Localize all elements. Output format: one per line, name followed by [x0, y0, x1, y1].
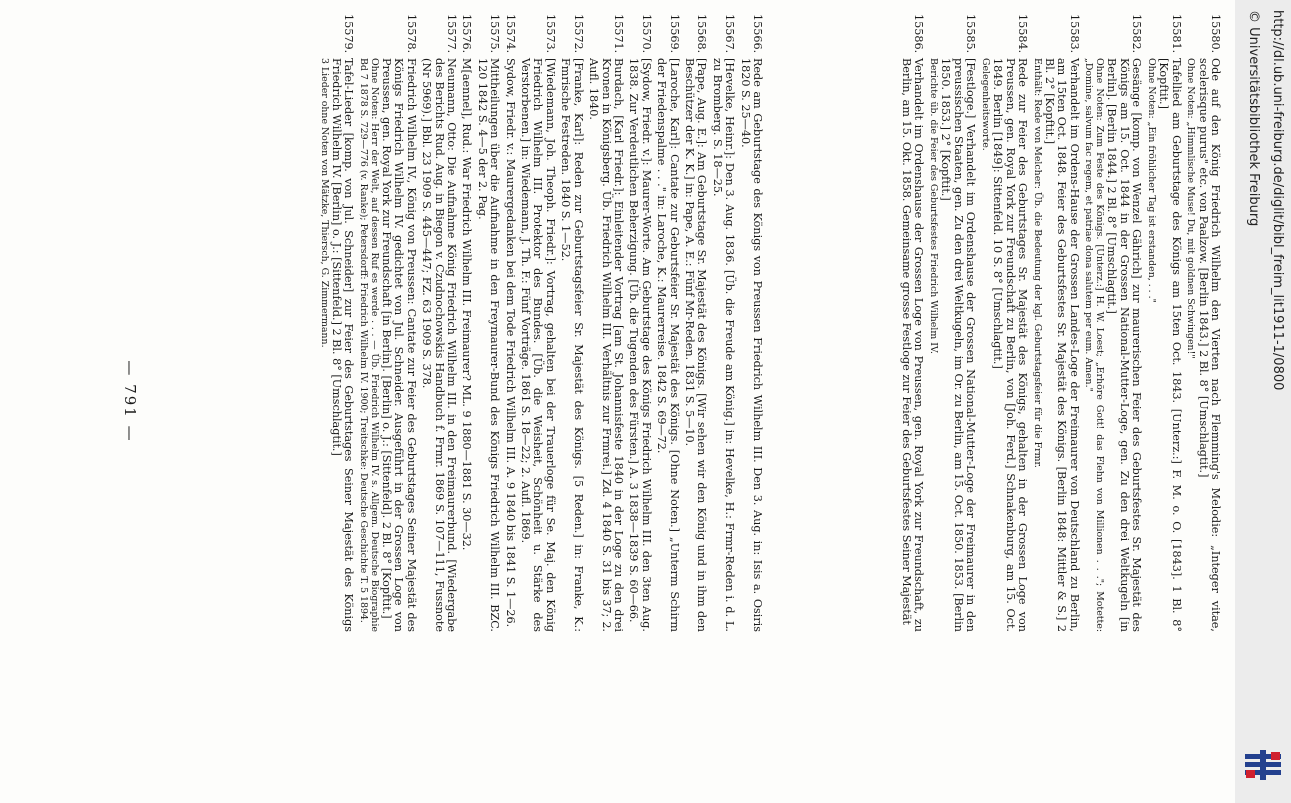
entry-text: [Laroche, Karl]: Cantate zur Geburtsfeier Sr. Majestät des Königs. [Ohne Noten.] „Unterm Schirm der Friedenspalme . . ." in: Laroche, K.: Maurerreise. 1842 S. 69—72. [655, 58, 681, 632]
entry-number: 15576. [460, 14, 474, 54]
entry-text: Rede am Geburtstage des Königs von Preussen Friedrich Wilhelm III. Den 3. Aug. in: Isis a. Osiris 1820 S. 25—40. [738, 58, 764, 632]
entry-text: M[aennel], Rud.: War Friedrich Wilhelm III. Freimaurer? ML. 9 1880—1881 S. 30—32. [460, 58, 474, 551]
entry-number: 15571. [611, 14, 625, 54]
entry-text: Burdach, [Karl Friedr.]: Einleitender Vortrag [am St. Johannisfeste 1840 in der Loge zu den drei Kronen in Königsberg. Üb. Friedrich Wilhelm III. Verhältnis zur Frmrei.] Zd. 4 1840 S. 31 bis 37; 2. Aufl. 1840. [587, 58, 625, 632]
bibliography-entry [559, 14, 584, 632]
entry-number: 15567. [723, 14, 737, 54]
entry-text: Verhandelt im Ordenshause der Grossen Loge von Preussen, gen. Royal York zur Freundschaft, zu Berlin, am 15. Okt. 1858. Gemeinsame grosse Festloge zur Feier des Geburtsfestes Seiner Majestät [899, 58, 926, 632]
sidebar-text [1235, 0, 1291, 803]
entry-number: 15575. [488, 14, 502, 54]
bibliography-entry [927, 14, 976, 632]
entry-note: Ohne Noten: Herr der Welt, auf dessen Ruf es werde . . . — Üb. Friedrich Wilhelm IV. s. Allgem. Deutsche Biographie Bd 7 1878 S. 729—776 (v. Ranke); Petersdorff: Friedrich Wilhelm IV. 1900; Treitschke: Deutsche Geschichte T. 5 1894. [358, 58, 380, 632]
page-header: — 791 — [121, 360, 139, 443]
sidebar-copyright: © Universitätsbibliothek Freiburg [1246, 10, 1261, 227]
bibliography-entry [1145, 14, 1181, 632]
sidebar-url-link[interactable]: http://dl.ub.uni-freiburg.de/diglit/bibl_freim_lit1911-1/0800 [1270, 10, 1285, 391]
bibliography-entry [900, 14, 925, 632]
entry-note: Enthält: Rede von Melcher: Üb. die Bedeutung der kgl. Geburtstagsfeier für die Frmr. [1031, 58, 1043, 468]
entry-text: [Hevelke, Heinr.]: Den 3. Aug. 1836. [Üb. die Freude am König.] in: Hevelke, H.: Frmr-Reden i. d. L. zu Bromberg. S. 18—25. [710, 58, 737, 632]
entry-number: 15568. [695, 14, 709, 54]
entry-number: 15570. [639, 14, 653, 54]
entry-number: 15584. [1015, 14, 1029, 54]
entry-number: 15572. [571, 14, 585, 54]
bibliography-entry [475, 14, 500, 632]
entry-number: 15586. [912, 14, 926, 54]
entry-note: Ohne Noten: „Ein fröhlicher Tag ist erstanden, . . ." [1145, 58, 1157, 303]
entry-text: Friedrich Wilhelm IV., König von Preussen: Cantate zur Feier des Geburtstages Seiner Majestät des Königs Friedrich Wilhelm IV. gedichtet von Jul. Schneider. Ausgeführt in der Grossen Loge von Preussen, gen. Royal York zur Freundschaft [in Berlin]. [Berlin] o. J.: [Sittenfeld]. 2 Bl. 8° [Kopftit.] [380, 58, 418, 632]
entry-number: 15578. [404, 14, 418, 54]
entry-note: 3 Lieder ohne Noten von Mätzke, Thiersch, G. Zimmermann. [318, 58, 330, 348]
bibliography-entry [655, 14, 680, 632]
entry-number: 15569. [667, 14, 681, 54]
entry-text: [Wiedemann, Joh. Theoph. Friedr.]: Vortrag, gehalten bei der Trauerloge für Se. Maj. den König Friedrich Wilhelm III. Protektor des Bundes. [Üb. die Weisheit, Schönheit u. Stärke des Verstorbenen.] in: Wiedemann, J. Th. F.: Fünf Vorträge. 1861 S. 18—22; 2. Aufl. 1869. [519, 58, 557, 632]
bibliography-entry [683, 14, 708, 632]
library-sidebar [1235, 0, 1291, 803]
entry-number: 15580. [1209, 14, 1222, 54]
entry-text: Ode auf den König Friedrich Wilhelm den Vierten nach Flemming's Melodie: „Integer vitae, scelerisque purus" etc. von Paalzow. [Berlin 1843.] 2 Bl. 8° [Umschlagtit.] [1196, 58, 1222, 632]
entry-text: Verhandelt im Ordens-Hause der Grossen Landes-Loge der Freimaurer von Deutschland zu Berlin, am 15ten Oct. 1848. Feier des Geburtsfestes Sr. Majestät des Königs. [Berlin 1848: Mittler & S.] 2 Bl. 2° [Kopftit.] [1042, 58, 1081, 632]
entry-number: 15577. [445, 14, 459, 54]
entry-text: Tafellied am Geburtstage des Königs am 15ten Oct. 1843. [Unterz.:] F. M. o. O. [1843]. 1 Bl. 8° [Kopftit.] [1157, 58, 1183, 632]
bibliography-entry [710, 14, 735, 632]
entry-text: Rede zur Feier des Geburtstages Sr. Majestät des Königs, gehalten in der Grossen Loge von Preussen, gen. Royal York zur Freundschaft zu Berlin, von [Joh. Ferd.] Schnakenburg, am 15. Oct. 1849. Berlin [1849]: Sittenfeld. 10 S. 8° [Umschlagtit.] [991, 58, 1029, 632]
bibliography-entry [1031, 14, 1080, 632]
bibliography-entry [503, 14, 515, 632]
entry-text: [Festloge.] Verhandelt im Ordenshause der Grossen National-Mutter-Loge der Freimaurer in den preussischen Staaten, gen. Zu den drei Weltkugeln, im Or. zu Berlin, am 15. Oct. 1850. 1853. [Berlin 1850. 1853.] 2° [Kopftit.] [939, 58, 978, 632]
entry-text: [Sydow, Friedr. v.]: Maurer-Worte. Am Geburtstage des Königs Friedrich Wilhelm III. den 3ten Aug. 1838. Zur Verdeutlichen Beherzigung. [Üb. die Tugenden des Fürsten.] A. 3 1838—1839 S. 60—66. [627, 58, 653, 632]
entry-text: Tafel-Lieder [komp. von Jul. Schneider] zur Feier des Geburtstages Seiner Majestät des Königs Friedrich Wilhelm IV. [Berlin] o. J.: [Sittenfeld.] 2 Bl. 8° [Umschlagtit.] [330, 58, 356, 632]
entry-number: 15566. [751, 14, 764, 54]
entry-text: Neumann, Otto: Die Aufnahme König Friedrich Wilhelm III. in den Freimaurerbund. [Wiedergabe des Berichts Rud. Aug. in Biegon v. Czudnochowskis Handbuch f. Frmr. 1869 S. 107—111, Fussnote (Nr 5969).] Bbl. 23 1909 S. 445—447; FZ. 63 1909 S. 378. [420, 58, 459, 632]
entry-number: 15585. [964, 14, 978, 54]
entry-note: Ohne Noten: „Himmlische Muse! Du, mit goldnen Schwingen!" [1185, 58, 1197, 359]
entry-text: [Franke, Karl]: Reden zur Geburtstagsfeier Sr. Majestät des Königs. [5 Reden.] in: Franke, K.: Fmrische Festreden. 1840 S. 1—52. [559, 58, 585, 632]
entry-number: 15582. [1130, 14, 1144, 54]
entry-number: 15574. [503, 14, 517, 54]
ub-freiburg-logo-icon [1243, 748, 1283, 782]
entry-note: Gelegenheitsworte. [979, 58, 991, 151]
bibliography-entry [1185, 14, 1221, 632]
entry-number: 15579. [342, 14, 356, 54]
bibliography-entry [627, 14, 652, 632]
entry-note: Berichte üb. die Feier des Geburtsfestes Friedrich Wilhelm IV. [927, 58, 939, 355]
bibliography-entry [519, 14, 556, 632]
entry-number: 15581. [1169, 14, 1183, 54]
entry-number: 15583. [1067, 14, 1081, 54]
bibliography-entry [1083, 14, 1142, 632]
bibliography-entry [318, 14, 354, 632]
entry-text: Sydow, Friedr. v.: Maurergedanken bei dem Tode Friedrich Wilhelm III. A. 9 1840 bis 1841 S. 1—26. [503, 58, 517, 628]
entry-text: [Pape, Aug. E.]: Am Geburtstage Sr. Majestät des Königs. [Wir sehen wir den König und in ihm den Beschützer der K. K.] in: Pape, A. E.: Fünf Mr-Reden. 1831 S. 5—10. [682, 58, 709, 632]
column-left [315, 14, 763, 632]
bibliography-entry [979, 14, 1028, 632]
bibliography-entry [420, 14, 457, 632]
bibliography-entry [460, 14, 472, 632]
entry-text: Mittheilungen über die Aufnahme in den Freymaurer-Bund des Königs Friedrich Wilhelm III. BZC. 120 1842 S. 4—5 der 2. Pag. [475, 58, 502, 632]
column-right [897, 14, 1221, 632]
bibliography-entry [587, 14, 624, 632]
entry-note: Ohne Noten: Zum Feste des Königs. [Unterz.:] H. W. Loest; „Erhöre Gott! das Flehn von Millionen . . ."; Motette: „Domine, salvum fac regem, et patriae dona salutem per eum. Amen." [1083, 58, 1105, 632]
entry-text: Gesänge [komp. von Wenzel Gährich] zur maurerischen Feier des Geburtsfestes Sr. Majestät des Königs am 15. Oct. 1844 in der Grossen National-Mutter-Loge, gen. Zu den drei Weltkugeln [in Berlin]. [Berlin 1844.] 2 Bl. 8° [Umschlagtit.] [1105, 58, 1144, 632]
entry-number: 15573. [543, 14, 557, 54]
bibliography-entry [738, 14, 763, 632]
bibliography-entry [357, 14, 416, 632]
